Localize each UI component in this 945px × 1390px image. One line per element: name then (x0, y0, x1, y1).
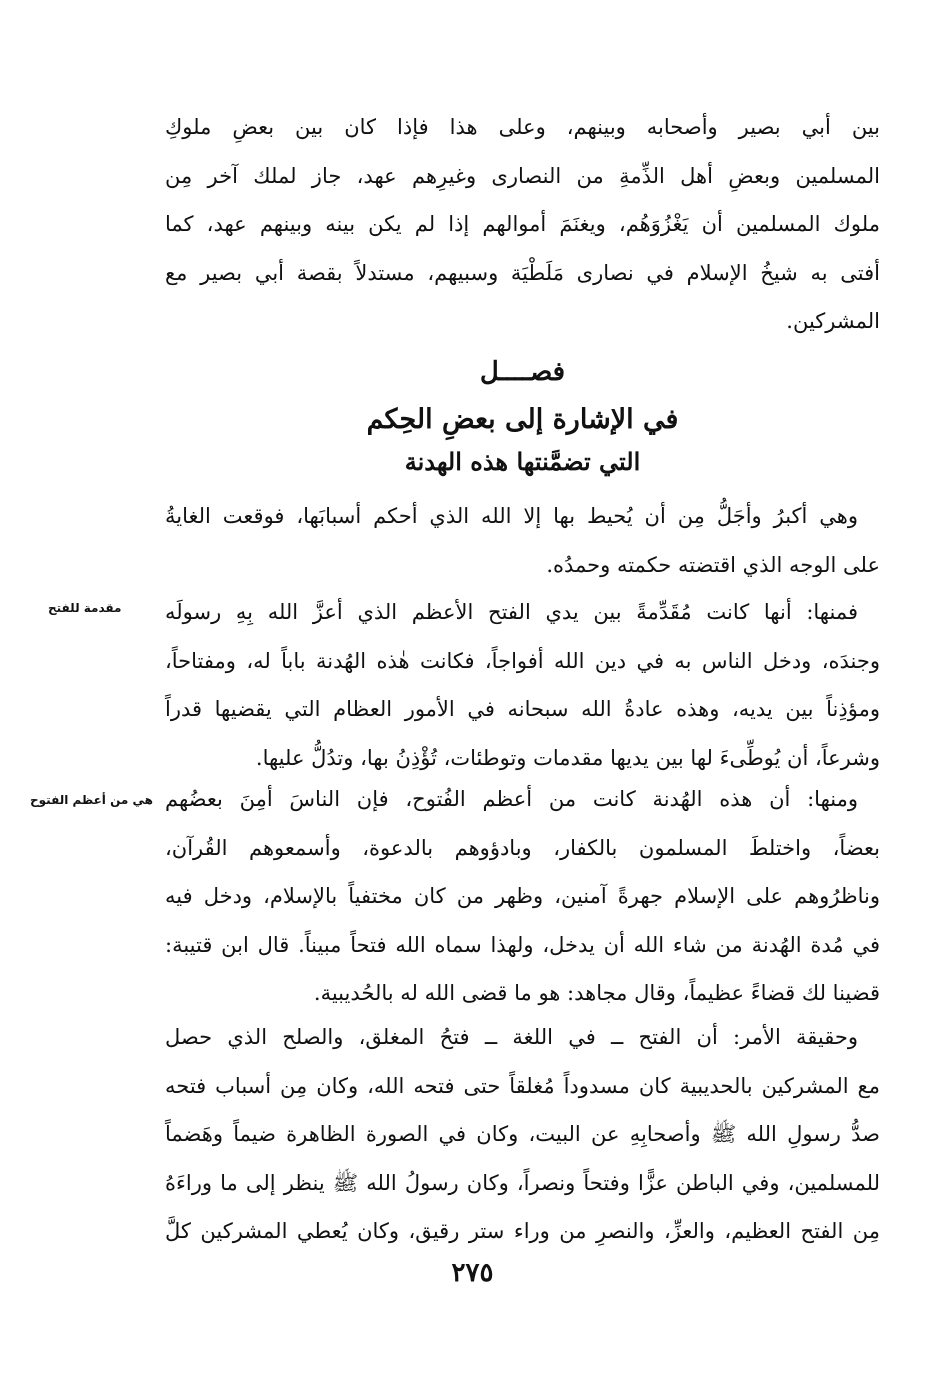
text-line: ملوك المسلمين أن يَغْزُوَهُم، ويغنَمَ أموالهم إذا لم يكن بينه وبينهم عهد، كما (165, 212, 880, 236)
paragraph-continuation (165, 103, 880, 346)
margin-note: هي من أعظم الفتوح (30, 793, 153, 807)
text-line: بين أبي بصير وأصحابه وبينهم، وعلى هذا فإذا كان بين بعضِ ملوكِ (165, 115, 880, 139)
text-line: مِن الفتح العظيم، والعزِّ، والنصرِ من وراء ستر رقيق، وكان يُعطي المشركين كلَّ (165, 1219, 880, 1243)
text-line: المشركين. (786, 309, 880, 333)
text-line: بعضاً، واختلطَ المسلمون بالكفار، وبادؤوهم بالدعوة، وأسمعوهم القُرآن، (165, 835, 880, 860)
text-line: للمسلمين، وفي الباطن عزًّا وفتحاً ونصراً، وكان رسولُ الله ﷺ ينظر إلى ما وراءَهُ (165, 1170, 880, 1195)
text-line: صدُّ رسولِ الله ﷺ وأصحابِهِ عن البيت، وكان في الصورة الظاهرة ضيماً وهَضماً (165, 1122, 880, 1146)
text-line: مع المشركين بالحديبية كان مسدوداً مُغلقاً حتى فتحه الله، وكان مِن أسباب فتحه (165, 1073, 880, 1098)
section-title-line-2: التي تضمَّنتها هذه الهدنة (404, 447, 641, 476)
text-line: وناظرُوهم على الإسلام جهرةً آمنين، وظهر من كان مختفياً بالإسلام، ودخل فيه (165, 884, 880, 908)
section-label: فصــــل (479, 357, 566, 387)
text-line: ومنها: أن هذه الهُدنة كانت من أعظم الفُتوح، فإن الناسَ أمِنَ بعضُهم (165, 787, 858, 811)
paragraph-second-wisdom (165, 775, 880, 1018)
page-number: ٢٧٥ (451, 1258, 494, 1288)
text-line: في مُدة الهُدنة من شاء الله أن يدخل، ولهذا سماه الله فتحاً مبيناً. قال ابن قتيبة: (165, 932, 880, 957)
paragraph-first-wisdom (165, 588, 880, 782)
margin-note: مقدمة للفتح (48, 601, 122, 615)
text-line: المسلمين وبعضِ أهل الذِّمةِ من النصارى وغيرِهم عهد، جاز لملك آخر مِن (165, 163, 880, 188)
text-line: وشرعاً، أن يُوطِّىءَ لها بين يديها مقدمات وتوطئات، تُؤْذِنُ بها، وتدُلُّ عليها. (255, 745, 880, 770)
text-line: فمنها: أنها كانت مُقَدِّمةً بين يدي الفتح الأعظم الذي أعزَّ الله بِهِ رسولَه (165, 600, 858, 624)
text-line: ومؤذِناً بين يديه، وهذه عادةُ الله سبحانه في الأمور العظام التي يقضيها قدراً (165, 697, 880, 721)
text-line: أفتى به شيخُ الإسلام في نصارى مَلَطْيَة وسبيهم، مستدلاً بقصة أبي بصير مع (165, 260, 880, 285)
text-line: وحقيقة الأمر: أن الفتح ــ في اللغة ــ فتحُ المغلق، والصلح الذي حصل (165, 1025, 858, 1049)
text-line: قضينا لك قضاءً عظيماً، وقال مجاهد: هو ما قضى الله له بالحُديبية. (313, 981, 880, 1005)
section-title-line-1: في الإشارة إلى بعضِ الحِكم (366, 404, 679, 435)
text-line: وهي أكبرُ وأجَلُّ مِن أن يُحيط بها إلا الله الذي أحكم أسبابَها، فوقعت الغايةُ (165, 504, 858, 528)
text-line: على الوجه الذي اقتضته حكمته وحمدُه. (546, 552, 880, 577)
text-line: وجندَه، ودخل الناس به في دين الله أفواجاً، فكانت هٰذه الهُدنة باباً له، ومفتاحاً، (165, 648, 880, 673)
paragraph-intro (165, 492, 880, 589)
paragraph-meaning-of-fath (165, 1013, 880, 1256)
